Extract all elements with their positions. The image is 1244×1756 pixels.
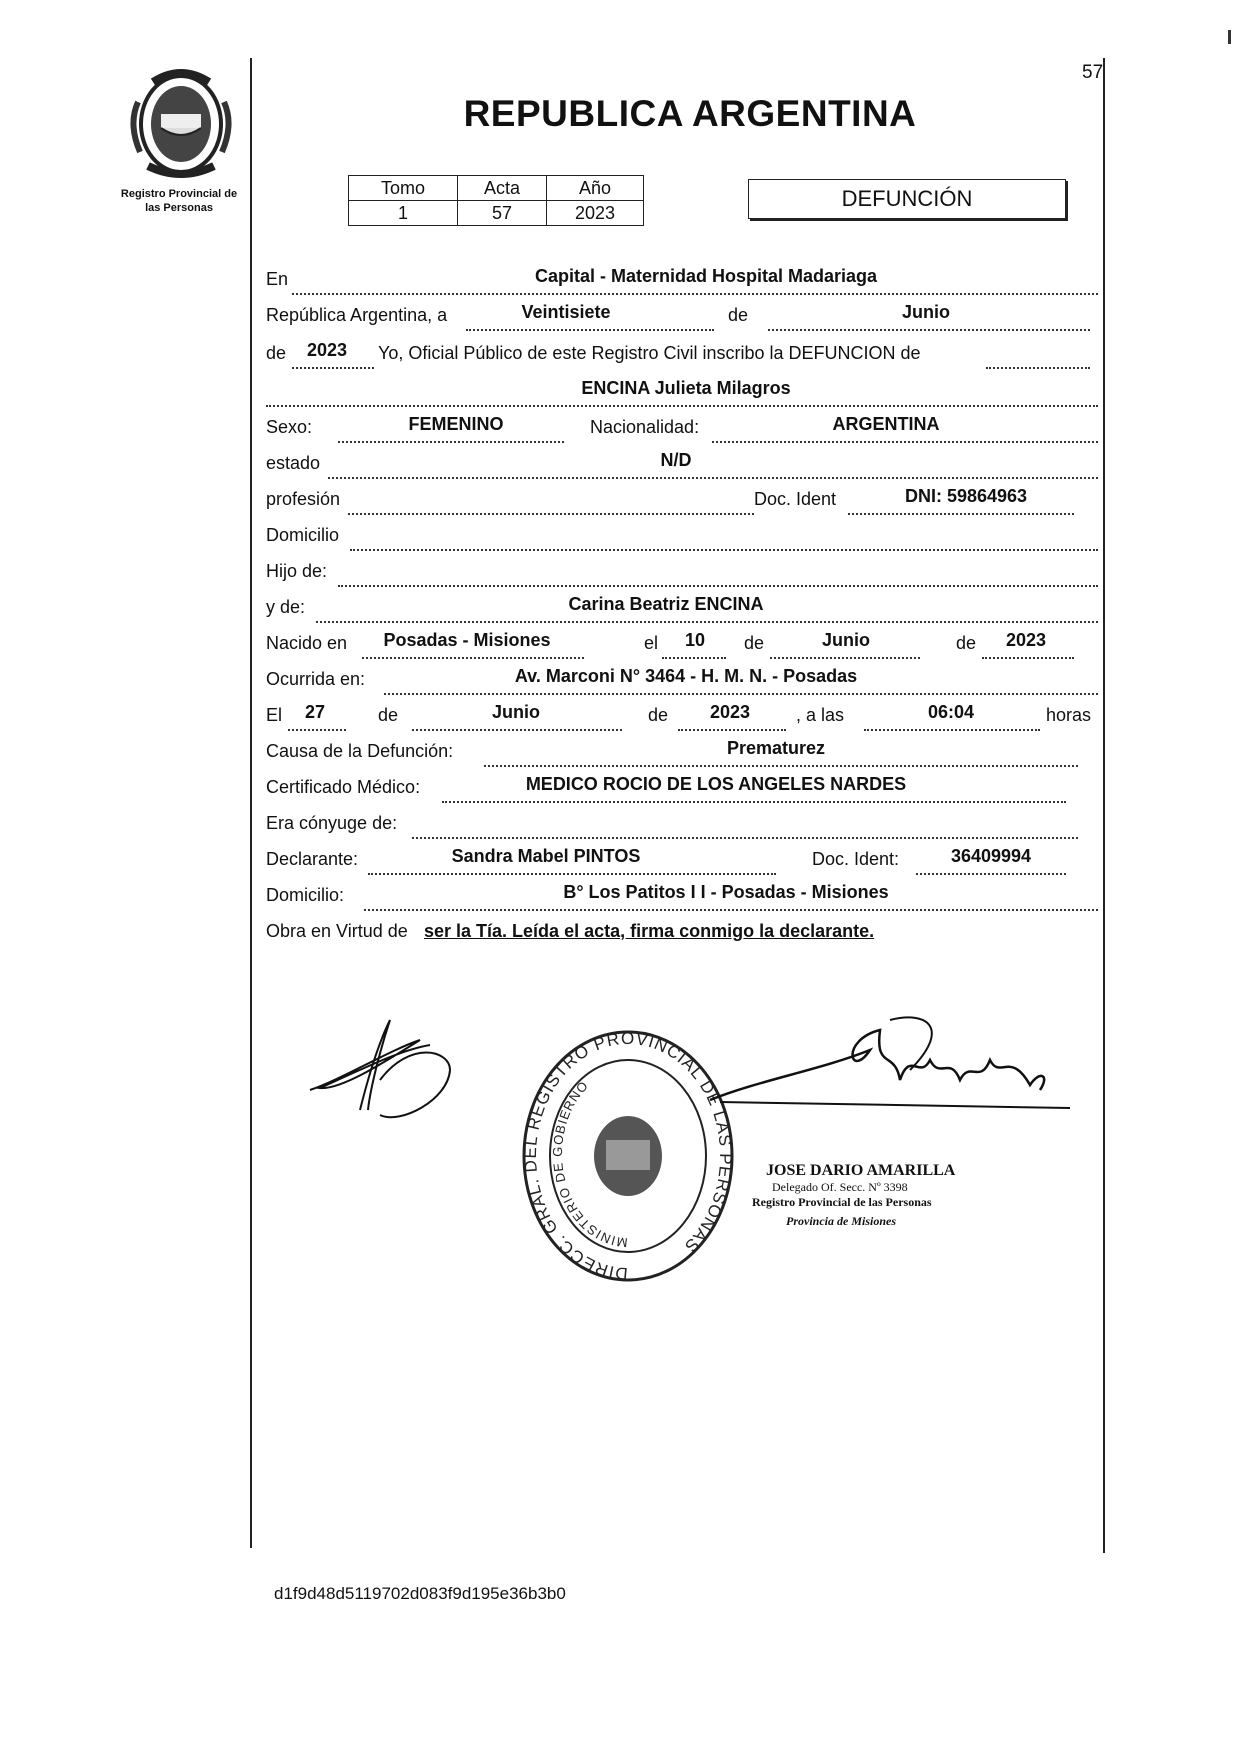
- estado-label: estado: [266, 453, 321, 473]
- row-causa: [266, 736, 1106, 768]
- yde-label: y de:: [266, 597, 306, 617]
- year-value: 2023: [306, 340, 348, 360]
- tomo-value: 1: [349, 201, 458, 226]
- row-hijo: [266, 556, 1106, 588]
- acta-header: Acta: [458, 176, 547, 201]
- conyuge-label: Era cónyuge de:: [266, 813, 398, 833]
- de-label-6: de: [648, 705, 669, 725]
- row-declarante: [266, 844, 1106, 876]
- row-ocurrida: [266, 664, 1106, 696]
- death-month-value: Junio: [492, 702, 540, 722]
- declarante-value: Sandra Mabel PINTOS: [451, 846, 641, 866]
- row-date: [266, 300, 1106, 332]
- month-value: Junio: [902, 302, 950, 322]
- death-day-value: 27: [304, 702, 326, 722]
- obra-label: Obra en Virtud de: [266, 921, 408, 941]
- registry-caption: Registro Provincial de las Personas: [120, 188, 238, 214]
- alas-label: , a las: [796, 705, 845, 725]
- sexo-value: FEMENINO: [408, 414, 504, 434]
- de-label-4: de: [956, 633, 977, 653]
- certificado-label: Certificado Médico:: [266, 777, 421, 797]
- row-place: [266, 264, 1106, 296]
- declarant-signature-icon: [300, 1010, 470, 1130]
- record-type-box: DEFUNCIÓN: [748, 179, 1066, 219]
- page-title: REPUBLICA ARGENTINA: [463, 93, 917, 134]
- row-sex: [266, 412, 1106, 444]
- official-title: Delegado Of. Secc. Nº 3398: [772, 1180, 908, 1194]
- row-decl-domicilio: [266, 880, 1106, 912]
- row-estado: [266, 448, 1106, 480]
- doc-label: Doc. Ident: [754, 489, 837, 509]
- left-margin-line: [250, 58, 252, 1548]
- causa-value: Prematurez: [726, 738, 826, 758]
- republica-label: República Argentina, a: [266, 305, 448, 325]
- causa-label: Causa de la Defunción:: [266, 741, 454, 761]
- mother-value: Carina Beatriz ENCINA: [568, 594, 764, 614]
- row-mother: [266, 592, 1106, 624]
- row-certificado: [266, 772, 1106, 804]
- official-province: Provincia de Misiones: [786, 1214, 896, 1228]
- de-label-3: de: [744, 633, 765, 653]
- nacionalidad-label: Nacionalidad:: [590, 417, 700, 437]
- birth-month-value: Junio: [822, 630, 870, 650]
- anio-header: Año: [547, 176, 644, 201]
- declarante-label: Declarante:: [266, 849, 359, 869]
- estado-value: N/D: [660, 450, 692, 470]
- horas-label: horas: [1046, 705, 1092, 725]
- row-domicilio: [266, 520, 1106, 552]
- birth-day-value: 10: [684, 630, 706, 650]
- domicilio-label: Domicilio: [266, 525, 340, 545]
- seal-inner-text: MINISTERIO DE GOBIERNO: [549, 1077, 629, 1251]
- el-cap-label: El: [266, 705, 283, 725]
- el-label: el: [644, 633, 659, 653]
- seal-outer-text: DIRECC. GRAL. DEL REGISTRO PROVINCIAL DE LAS PERSONAS: [520, 1028, 736, 1284]
- decl-doc-label: Doc. Ident:: [812, 849, 900, 869]
- ocurrida-label: Ocurrida en:: [266, 669, 366, 689]
- birth-year-value: 2023: [1005, 630, 1047, 650]
- death-year-value: 2023: [709, 702, 751, 722]
- row-obra: [266, 916, 1106, 948]
- nacionalidad-value: ARGENTINA: [832, 414, 940, 434]
- day-words-value: Veintisiete: [521, 302, 611, 322]
- document-hash: d1f9d48d5119702d083f9d195e36b3b0: [274, 1584, 566, 1603]
- obra-text: ser la Tía. Leída el acta, firma conmigo la declarante.: [424, 921, 875, 941]
- place-value: Capital - Maternidad Hospital Madariaga: [534, 266, 878, 286]
- ocurrida-value: Av. Marconi N° 3464 - H. M. N. - Posadas: [514, 666, 858, 686]
- reference-table: [348, 175, 644, 226]
- official-office: Registro Provincial de las Personas: [752, 1195, 932, 1209]
- profesion-label: profesión: [266, 489, 341, 509]
- de-label-5: de: [378, 705, 399, 725]
- certificado-value: MEDICO ROCIO DE LOS ANGELES NARDES: [525, 774, 907, 794]
- birth-place-value: Posadas - Misiones: [383, 630, 551, 650]
- official-signature-icon: [700, 1010, 1070, 1120]
- decl-doc-value: 36409994: [950, 846, 1032, 866]
- intro-text: Yo, Oficial Público de este Registro Civil inscribo la DEFUNCION de: [378, 343, 921, 363]
- en-label: En: [266, 269, 289, 289]
- anio-value: 2023: [547, 201, 644, 226]
- row-conyuge: [266, 808, 1106, 840]
- de-label: de: [728, 305, 749, 325]
- official-name: JOSE DARIO AMARILLA: [766, 1162, 956, 1179]
- deceased-name-value: ENCINA Julieta Milagros: [581, 378, 791, 398]
- decl-domicilio-label: Domicilio:: [266, 885, 345, 905]
- province-crest-icon: [128, 62, 234, 182]
- tomo-header: Tomo: [349, 176, 458, 201]
- sexo-label: Sexo:: [266, 417, 313, 437]
- nacido-label: Nacido en: [266, 633, 348, 653]
- doc-value: DNI: 59864963: [904, 486, 1028, 506]
- row-birth: [266, 628, 1106, 660]
- row-profesion: [266, 484, 1106, 516]
- de-label-2: de: [266, 343, 287, 363]
- page-number: 57: [1082, 62, 1104, 83]
- decl-domicilio-value: B° Los Patitos I I - Posadas - Misiones: [563, 882, 889, 902]
- row-intro: [266, 338, 1106, 370]
- row-deceased-name: [266, 376, 1106, 408]
- edge-mark: [1228, 30, 1231, 44]
- official-block: [752, 1162, 1072, 1229]
- hijo-label: Hijo de:: [266, 561, 328, 581]
- row-death-date: [266, 700, 1106, 732]
- acta-value: 57: [458, 201, 547, 226]
- death-time-value: 06:04: [927, 702, 975, 722]
